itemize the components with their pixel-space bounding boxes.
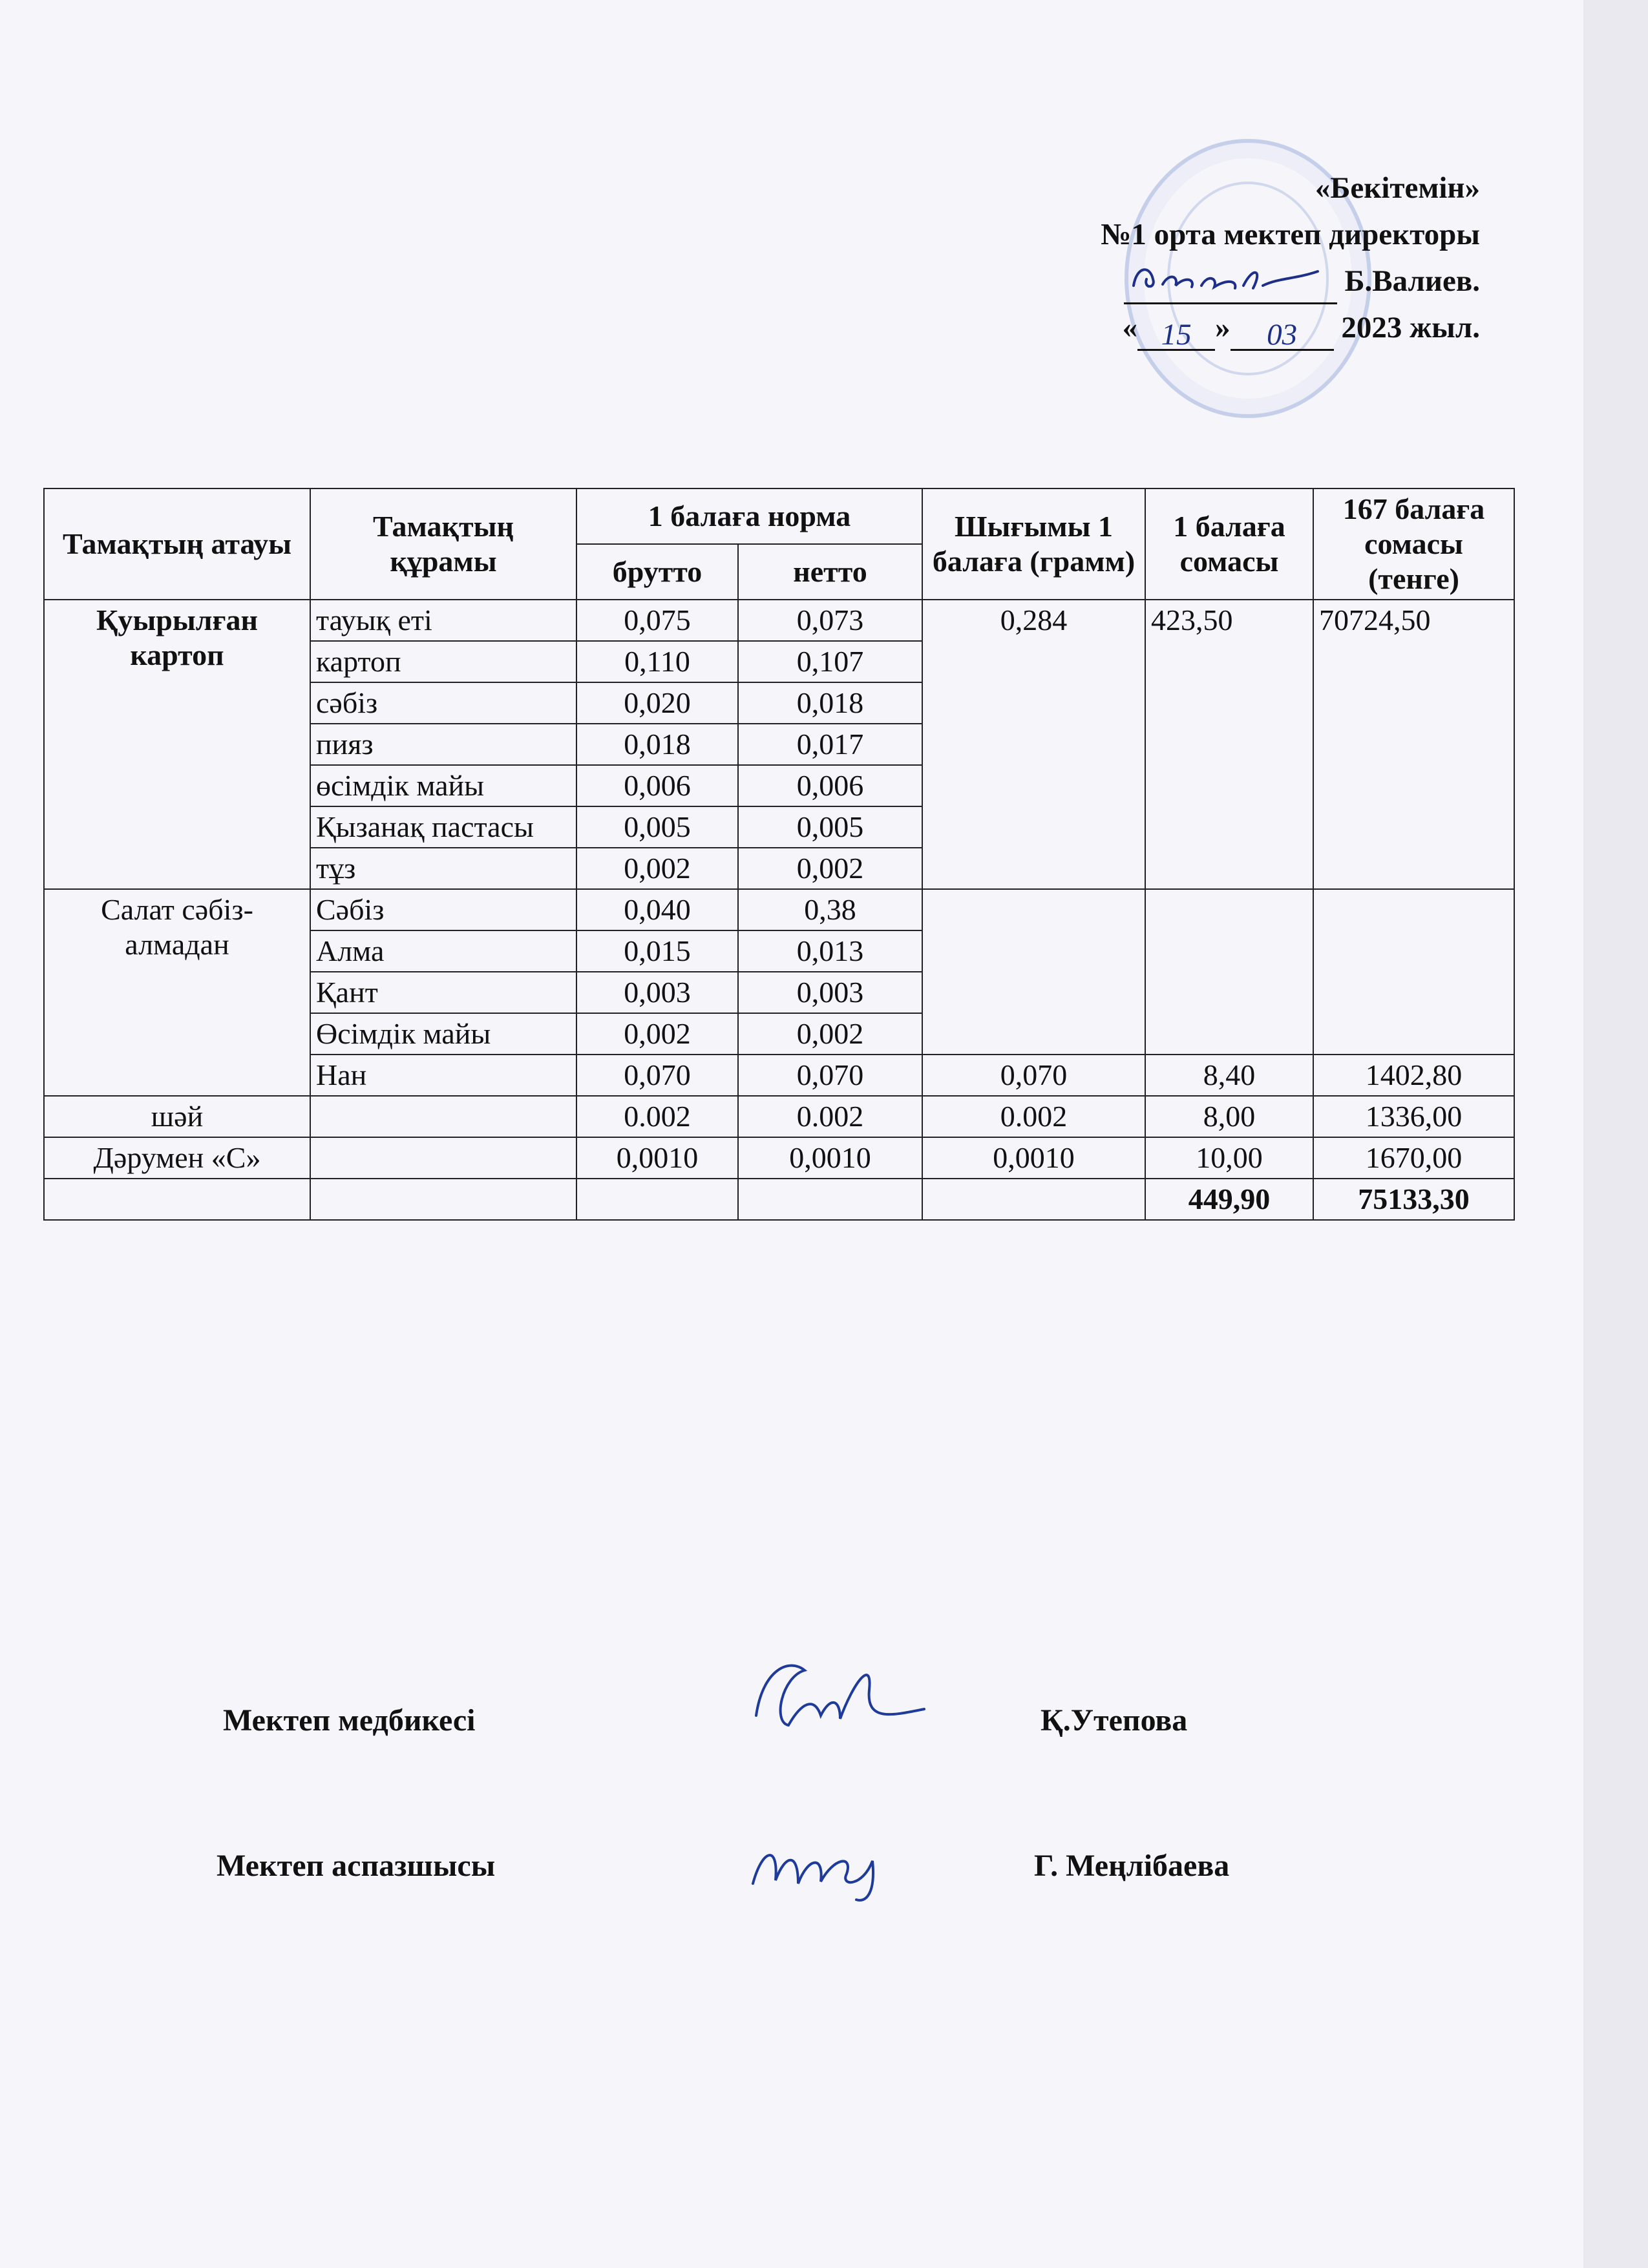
header-norm: 1 балаға норма bbox=[576, 488, 922, 544]
ingredient-netto: 0,003 bbox=[738, 972, 922, 1013]
header-dish-name: Тамақтың атауы bbox=[44, 488, 310, 600]
total-cost-one: 449,90 bbox=[1145, 1179, 1313, 1220]
ingredient-brutto: 0,002 bbox=[576, 848, 738, 889]
scanner-edge bbox=[1583, 0, 1648, 2268]
ingredient-brutto: 0,040 bbox=[576, 889, 738, 930]
header-yield: Шығымы 1 балаға (грамм) bbox=[922, 488, 1145, 600]
vitamin-yield: 0,0010 bbox=[922, 1137, 1145, 1179]
table-row bbox=[44, 1096, 1514, 1137]
ingredient-brutto: 0,006 bbox=[576, 765, 738, 806]
total-cost-167: 75133,30 bbox=[1313, 1179, 1514, 1220]
ingredient-netto: 0,107 bbox=[738, 641, 922, 682]
ingredient-netto: 0,013 bbox=[738, 930, 922, 972]
empty-cell bbox=[310, 1096, 576, 1137]
cook-role: Мектеп аспазшысы bbox=[217, 1849, 496, 1883]
tea-brutto: 0.002 bbox=[576, 1096, 738, 1137]
ingredient-brutto: 0,002 bbox=[576, 1013, 738, 1055]
cook-signature bbox=[743, 1822, 911, 1906]
ingredient-brutto: 0,020 bbox=[576, 682, 738, 724]
nurse-role: Мектеп медбикесі bbox=[223, 1703, 476, 1738]
ingredient-name: Өсімдік майы bbox=[310, 1013, 576, 1055]
ingredient-netto: 0,018 bbox=[738, 682, 922, 724]
empty-cell bbox=[1145, 889, 1313, 1055]
date-close-quote: » bbox=[1215, 311, 1231, 344]
director-signature bbox=[1124, 265, 1337, 304]
ingredient-netto: 0,017 bbox=[738, 724, 922, 765]
ingredient-netto: 0,002 bbox=[738, 1013, 922, 1055]
date-year: 2023 жыл. bbox=[1341, 311, 1480, 344]
header-cost-one: 1 балаға сомасы bbox=[1145, 488, 1313, 600]
tea-netto: 0.002 bbox=[738, 1096, 922, 1137]
approval-signature-line bbox=[1101, 258, 1480, 304]
approval-block bbox=[1101, 165, 1480, 351]
nurse-signature bbox=[743, 1644, 937, 1748]
approval-date bbox=[1101, 304, 1480, 351]
ingredient-brutto: 0,110 bbox=[576, 641, 738, 682]
ingredient-netto: 0,073 bbox=[738, 600, 922, 641]
vitamin-brutto: 0,0010 bbox=[576, 1137, 738, 1179]
empty-cell bbox=[44, 1179, 310, 1220]
bread-yield: 0,070 bbox=[922, 1055, 1145, 1096]
ingredient-name: Қызанақ пастасы bbox=[310, 806, 576, 848]
ingredient-netto: 0,005 bbox=[738, 806, 922, 848]
ingredient-name: пияз bbox=[310, 724, 576, 765]
approval-heading: «Бекітемін» bbox=[1315, 171, 1480, 205]
director-name: Б.Валиев. bbox=[1344, 264, 1480, 298]
empty-cell bbox=[738, 1179, 922, 1220]
cook-name: Г. Меңлібаева bbox=[1034, 1849, 1230, 1883]
dish1-cost-one: 423,50 bbox=[1145, 600, 1313, 889]
ingredient-netto: 0,002 bbox=[738, 848, 922, 889]
ingredient-brutto: 0,005 bbox=[576, 806, 738, 848]
ingredient-name: сәбіз bbox=[310, 682, 576, 724]
table-header-row bbox=[44, 488, 1514, 544]
empty-cell bbox=[310, 1179, 576, 1220]
ingredient-name: тауық еті bbox=[310, 600, 576, 641]
ingredient-name: Алма bbox=[310, 930, 576, 972]
approval-position: №1 орта мектеп директоры bbox=[1101, 218, 1480, 251]
vitamin-cost-167: 1670,00 bbox=[1313, 1137, 1514, 1179]
empty-cell bbox=[922, 1179, 1145, 1220]
vitamin-netto: 0,0010 bbox=[738, 1137, 922, 1179]
bread-cost-one: 8,40 bbox=[1145, 1055, 1313, 1096]
tea-name: шәй bbox=[44, 1096, 310, 1137]
header-composition: Тамақтың құрамы bbox=[310, 488, 576, 600]
vitamin-name: Дәрумен «С» bbox=[44, 1137, 310, 1179]
tea-yield: 0.002 bbox=[922, 1096, 1145, 1137]
bread-netto: 0,070 bbox=[738, 1055, 922, 1096]
header-brutto: брутто bbox=[576, 544, 738, 600]
table-row bbox=[44, 889, 1514, 930]
ingredient-netto: 0,006 bbox=[738, 765, 922, 806]
date-open-quote: « bbox=[1122, 311, 1138, 344]
empty-cell bbox=[1313, 889, 1514, 1055]
ingredient-name: Сәбіз bbox=[310, 889, 576, 930]
ingredient-brutto: 0,003 bbox=[576, 972, 738, 1013]
menu-cost-table bbox=[43, 488, 1515, 1221]
ingredient-brutto: 0,075 bbox=[576, 600, 738, 641]
bread-cost-167: 1402,80 bbox=[1313, 1055, 1514, 1096]
tea-cost-167: 1336,00 bbox=[1313, 1096, 1514, 1137]
ingredient-brutto: 0,018 bbox=[576, 724, 738, 765]
dish1-name: Қуырылған картоп bbox=[44, 600, 310, 889]
empty-cell bbox=[310, 1137, 576, 1179]
ingredient-name: өсімдік майы bbox=[310, 765, 576, 806]
ingredient-name: тұз bbox=[310, 848, 576, 889]
empty-cell bbox=[922, 889, 1145, 1055]
date-month: 03 bbox=[1231, 311, 1334, 351]
table-row bbox=[44, 600, 1514, 641]
ingredient-name: картоп bbox=[310, 641, 576, 682]
ingredient-netto: 0,38 bbox=[738, 889, 922, 930]
dish1-yield: 0,284 bbox=[922, 600, 1145, 889]
bread-brutto: 0,070 bbox=[576, 1055, 738, 1096]
header-netto: нетто bbox=[738, 544, 922, 600]
dish1-cost-167: 70724,50 bbox=[1313, 600, 1514, 889]
empty-cell bbox=[576, 1179, 738, 1220]
tea-cost-one: 8,00 bbox=[1145, 1096, 1313, 1137]
nurse-name: Қ.Утепова bbox=[1041, 1703, 1188, 1738]
header-cost-167: 167 балаға сомасы (тенге) bbox=[1313, 488, 1514, 600]
ingredient-brutto: 0,015 bbox=[576, 930, 738, 972]
table-row bbox=[44, 1137, 1514, 1179]
ingredient-name: Қант bbox=[310, 972, 576, 1013]
bread-name: Нан bbox=[310, 1055, 576, 1096]
date-day: 15 bbox=[1137, 311, 1215, 351]
dish2-name: Салат сәбіз-алмадан bbox=[44, 889, 310, 1096]
vitamin-cost-one: 10,00 bbox=[1145, 1137, 1313, 1179]
total-row bbox=[44, 1179, 1514, 1220]
